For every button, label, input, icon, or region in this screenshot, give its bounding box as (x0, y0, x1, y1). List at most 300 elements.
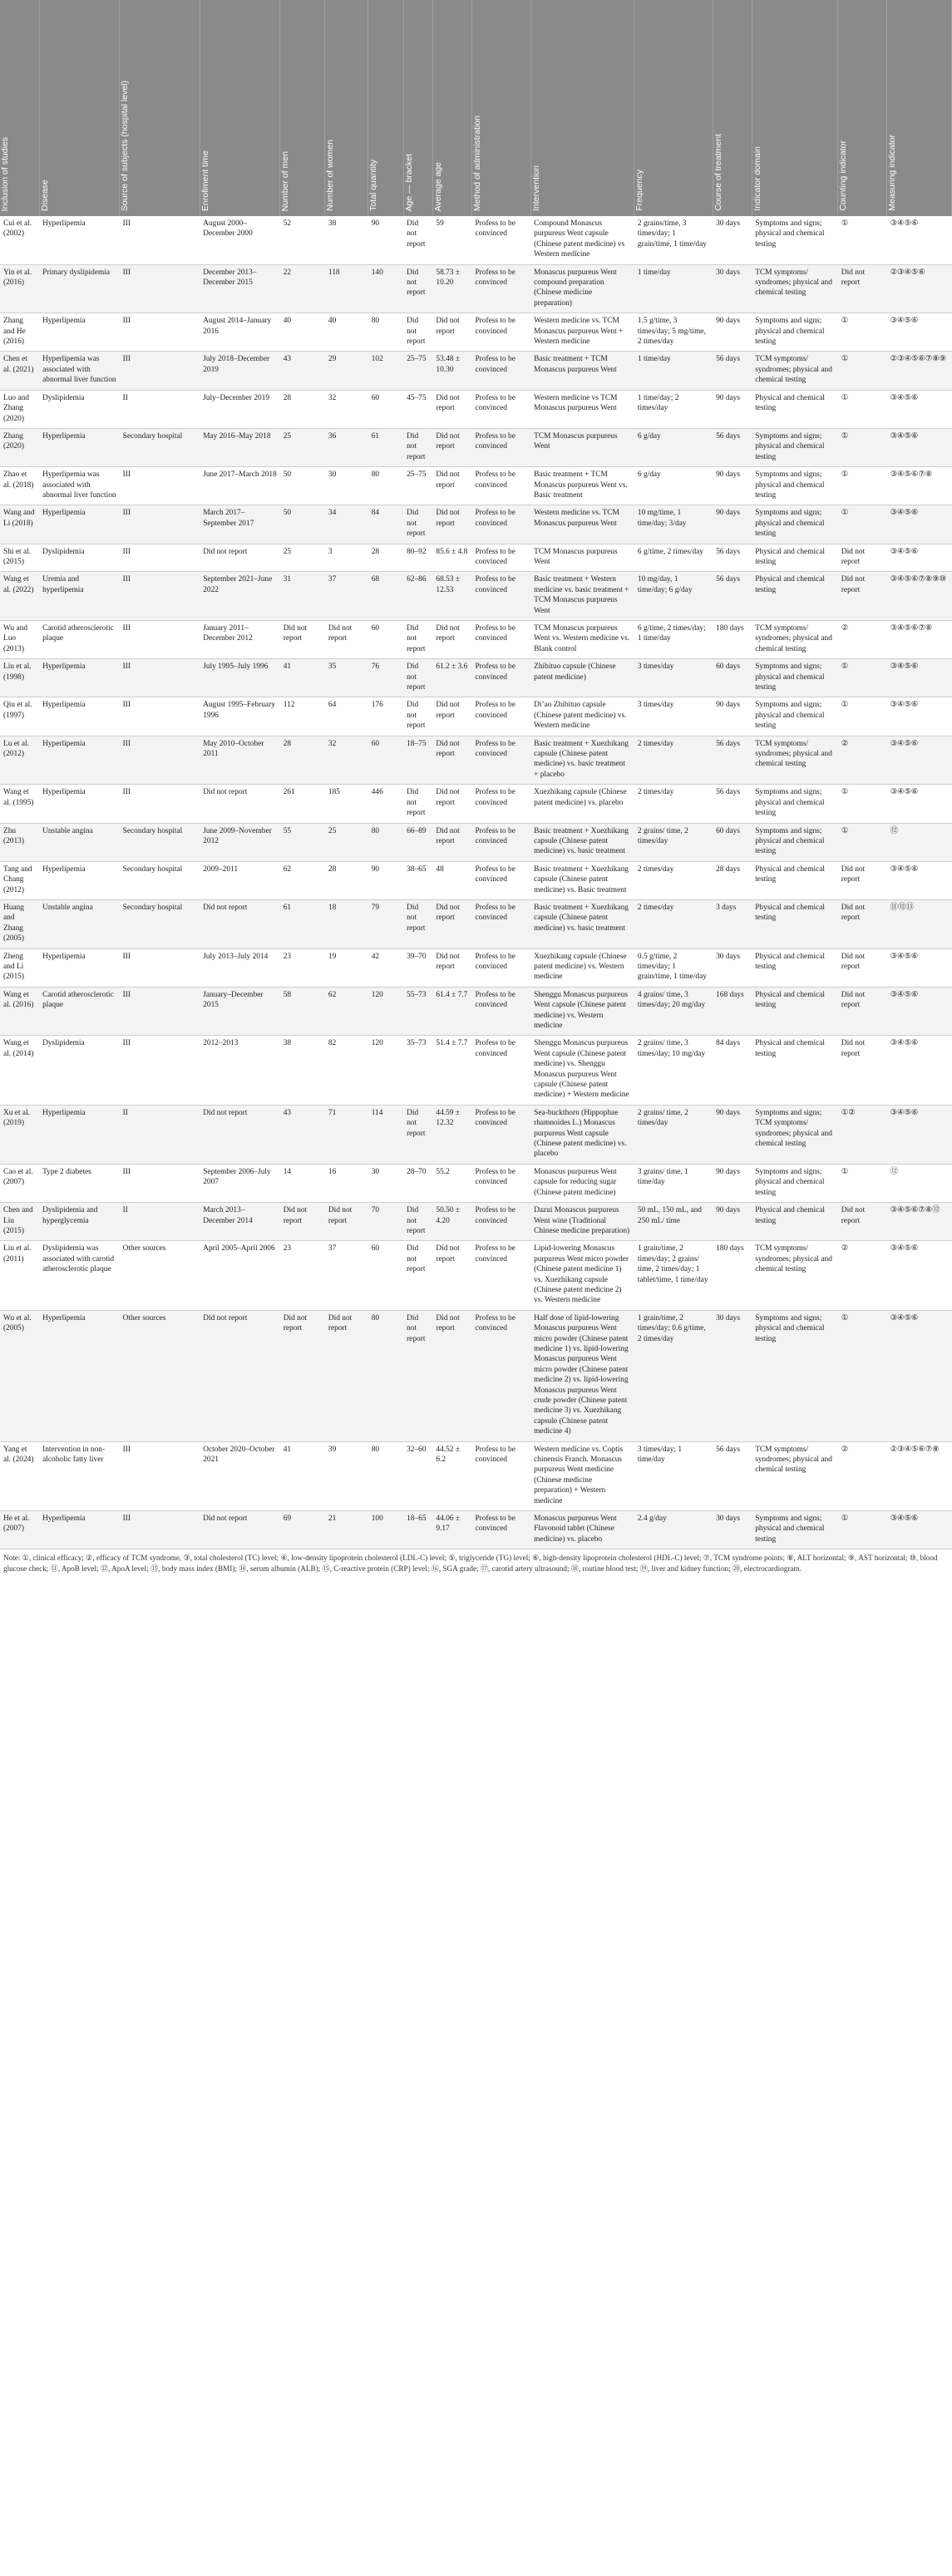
table-cell: Did not report (403, 659, 432, 697)
table-row (0, 1036, 952, 1105)
column-header-label: Course of treatment (713, 134, 723, 211)
table-cell: 14 (280, 1164, 325, 1202)
table-cell: Physical and chemical testing (752, 544, 838, 572)
table-cell: 1 time/day; 2 times/day (634, 390, 713, 428)
table-cell: 23 (280, 1241, 325, 1310)
table-cell: Type 2 diabetes (39, 1164, 120, 1202)
table-cell: ① (838, 505, 887, 544)
table-cell: ③④⑤⑥ (887, 697, 952, 736)
table-cell: 84 (368, 505, 403, 544)
table-cell: Wang et al. (2022) (0, 572, 39, 621)
table-row (0, 352, 952, 390)
table-row (0, 428, 952, 466)
column-header (200, 0, 280, 216)
table-cell: 56 days (713, 352, 752, 390)
table-cell: 446 (368, 785, 403, 823)
table-cell: Profess to be convinced (471, 352, 530, 390)
table-cell: 80 (368, 313, 403, 352)
table-cell: Profess to be convinced (471, 467, 530, 505)
table-cell: ① (838, 467, 887, 505)
table-footnote: Note: ①, clinical efficacy; ②, efficacy of TCM syndrome, ③, total cholesterol (TC) level; ④, low-density lipoprotein cholesterol (LDL-C) level; ⑤, triglyceride (TG) level; ⑥, high-density lipoprotein cholesterol (HDL-C) level; ⑦, TCM syndrome points; ⑧, ALT horizontal; ⑨, AST horizontal; ⑩, blood glucose check; ⑪, ApoB level; ⑫, ApoA level; ⑬, body mass index (BMI); ⑭, serum albumin (ALB); ⑮, C-reactive protein (CRP) level; ⑯, SGA grade; ⑰, carotid artery ultrasound; ⑱, routine blood test; ⑲, liver and kidney function; ⑳, electrocardiogram. (3, 1554, 938, 1573)
table-cell: III (120, 621, 200, 659)
table-cell: 23 (280, 948, 325, 987)
column-header-label: Average age (432, 161, 443, 211)
table-cell: ③④⑤⑥⑦⑧ (887, 467, 952, 505)
column-header (530, 0, 634, 216)
table-cell: 38 (280, 1036, 325, 1105)
table-cell: Profess to be convinced (471, 861, 530, 899)
table-cell: Did not report (838, 264, 887, 313)
table-cell: Hyperlipemia (39, 861, 120, 899)
column-header (325, 0, 368, 216)
table-cell: 32 (325, 390, 368, 428)
table-cell: 50 (280, 467, 325, 505)
table-cell: January–December 2015 (200, 987, 280, 1036)
table-cell: 80–92 (403, 544, 432, 572)
column-header (634, 0, 713, 216)
table-cell: 90 days (713, 697, 752, 736)
table-cell: March 2013–December 2014 (200, 1203, 280, 1241)
table-cell: Profess to be convinced (471, 1241, 530, 1310)
table-cell: 43 (280, 352, 325, 390)
table-cell: Secondary hospital (120, 861, 200, 899)
table-cell: Did not report (432, 428, 471, 466)
table-cell: 56 days (713, 785, 752, 823)
table-cell: 90 days (713, 1164, 752, 1202)
table-cell: July 1995–July 1996 (200, 659, 280, 697)
table-cell: TCM symptoms/ syndromes; physical and chemical testing (752, 1241, 838, 1310)
table-cell: Profess to be convinced (471, 544, 530, 572)
table-cell: 90 days (713, 1105, 752, 1164)
table-cell: 56 days (713, 1441, 752, 1510)
table-cell: Did not report (403, 1310, 432, 1441)
table-header (0, 0, 952, 216)
table-cell: Hyperlipemia (39, 1310, 120, 1441)
table-cell: Profess to be convinced (471, 823, 530, 861)
table-cell: Did not report (838, 1203, 887, 1241)
table-cell: Tang and Chang (2012) (0, 861, 39, 899)
table-cell: TCM Monascus purpureus Went (530, 428, 634, 466)
table-cell: Did not report (200, 1310, 280, 1441)
table-cell: 80 (368, 823, 403, 861)
table-cell: 28 (280, 736, 325, 785)
table-cell: III (120, 697, 200, 736)
table-cell: Did not report (403, 621, 432, 659)
table-cell: 60 (368, 390, 403, 428)
table-cell: 39 (325, 1441, 368, 1510)
table-cell: 90 days (713, 505, 752, 544)
table-cell: 60 (368, 621, 403, 659)
table-cell: Dyslipidemia (39, 544, 120, 572)
table-cell: 56 days (713, 572, 752, 621)
table-cell: Did not report (838, 899, 887, 948)
table-cell: 28 (280, 390, 325, 428)
table-cell: 25–75 (403, 352, 432, 390)
table-cell: Symptoms and signs; physical and chemical testing (752, 1164, 838, 1202)
table-cell: 3 days (713, 899, 752, 948)
table-cell: TCM Monascus purpureus Went (530, 544, 634, 572)
table-row (0, 1105, 952, 1164)
table-cell: Lu et al. (2012) (0, 736, 39, 785)
table-cell: Western medicine vs. TCM Monascus purpureus Went + Western medicine (530, 313, 634, 352)
table-cell: ③④⑤⑥ (887, 1036, 952, 1105)
table-cell: 90 (368, 216, 403, 264)
table-cell: ① (838, 697, 887, 736)
table-cell: Physical and chemical testing (752, 861, 838, 899)
table-cell: Carotid atherosclerotic plaque (39, 621, 120, 659)
table-cell: III (120, 987, 200, 1036)
table-cell: ③④⑤⑥ (887, 659, 952, 697)
table-cell: Xu et al. (2019) (0, 1105, 39, 1164)
table-cell: Basic treatment + Xuezhikang capsule (Chinese patent medicine) vs. Basic treatment (530, 861, 634, 899)
table-cell: ③④⑤⑥⑦⑧⑫ (887, 1203, 952, 1241)
table-cell: 59 (432, 216, 471, 264)
table-cell: Profess to be convinced (471, 390, 530, 428)
table-cell: Did not report (403, 1105, 432, 1164)
table-cell: 25 (325, 823, 368, 861)
table-cell: October 2020–October 2021 (200, 1441, 280, 1510)
table-cell: 51.4 ± 7.7 (432, 1036, 471, 1105)
table-cell: 6 g/time, 2 times/day (634, 544, 713, 572)
table-cell: 61.2 ± 3.6 (432, 659, 471, 697)
table-cell: 16 (325, 1164, 368, 1202)
column-header-label: Inclusion of studies (0, 136, 10, 211)
table-cell: 42 (368, 948, 403, 987)
table-cell: ① (838, 1310, 887, 1441)
table-cell: TCM symptoms/ syndromes; physical and chemical testing (752, 621, 838, 659)
table-cell: Did not report (200, 544, 280, 572)
table-cell: 43 (280, 1105, 325, 1164)
table-row (0, 861, 952, 899)
table-cell: Hyperlipemia was associated with abnormal liver function (39, 467, 120, 505)
table-cell: 6 g/day (634, 428, 713, 466)
table-cell: 2 grains/time, 3 times/day; 1 grain/time, 1 time/day (634, 216, 713, 264)
table-cell: 180 days (713, 621, 752, 659)
table-cell: 66–89 (403, 823, 432, 861)
table-cell: Unstable angina (39, 823, 120, 861)
table-cell: 25–75 (403, 467, 432, 505)
column-header-label: Number of men (280, 150, 291, 211)
table-cell: Wang et al. (2014) (0, 1036, 39, 1105)
table-row (0, 823, 952, 861)
table-cell: Lipid-lowering Monascus purpureus Went micro powder (Chinese patent medicine 1) vs. Xuezhikang capsule (Chinese patent medicine 2) vs. Western medicine (530, 1241, 634, 1310)
table-cell: Hyperlipemia (39, 736, 120, 785)
table-cell: 2 times/day (634, 861, 713, 899)
column-header (0, 0, 39, 216)
column-header-label: Method of administration (471, 116, 482, 211)
table-cell: 168 days (713, 987, 752, 1036)
table-cell: 48 (432, 861, 471, 899)
table-cell: 180 days (713, 1241, 752, 1310)
table-cell: ③④⑤⑥⑦⑧⑨⑩ (887, 572, 952, 621)
table-cell: 71 (325, 1105, 368, 1164)
table-cell: March 2017–September 2017 (200, 505, 280, 544)
table-cell: Wang and Li (2018) (0, 505, 39, 544)
table-cell: 114 (368, 1105, 403, 1164)
table-cell: Xuezhikang capsule (Chinese patent medicine) vs. Western medicine (530, 948, 634, 987)
table-cell: 80 (368, 467, 403, 505)
table-cell: 112 (280, 697, 325, 736)
table-cell: ①② (838, 1105, 887, 1164)
table-cell: Did not report (403, 697, 432, 736)
table-cell: Dyslipidemia (39, 1036, 120, 1105)
table-cell: Physical and chemical testing (752, 1203, 838, 1241)
table-cell: Profess to be convinced (471, 1310, 530, 1441)
table-cell: Hyperlipemia (39, 216, 120, 264)
table-cell: July 2018–December 2019 (200, 352, 280, 390)
table-cell: Hyperlipemia (39, 948, 120, 987)
table-row (0, 390, 952, 428)
table-cell: Chen and Liu (2015) (0, 1203, 39, 1241)
table-cell: 0.5 g/time, 2 times/day; 1 grain/time, 1 time/day (634, 948, 713, 987)
table-cell: 90 days (713, 390, 752, 428)
table-cell: Symptoms and signs; physical and chemical testing (752, 785, 838, 823)
table-cell: Other sources (120, 1241, 200, 1310)
table-cell: 50 mL, 150 mL, and 250 mL/ time (634, 1203, 713, 1241)
table-cell: ② (838, 1441, 887, 1510)
table-cell: 41 (280, 1441, 325, 1510)
table-body (0, 216, 952, 1549)
table-cell: Dyslipidemia (39, 390, 120, 428)
table-cell: Huang and Zhang (2005) (0, 899, 39, 948)
table-cell: ③④⑤⑥ (887, 216, 952, 264)
table-cell: 28 (368, 544, 403, 572)
table-cell: Carotid atherosclerotic plaque (39, 987, 120, 1036)
table-cell: Basic treatment + TCM Monascus purpureus Went (530, 352, 634, 390)
table-cell: 60 (368, 736, 403, 785)
table-row (0, 264, 952, 313)
table-cell: Hyperlipemia (39, 785, 120, 823)
table-cell: ③④⑤⑥ (887, 785, 952, 823)
table-cell: Secondary hospital (120, 823, 200, 861)
table-cell: Did not report (280, 621, 325, 659)
table-cell: May 2016–May 2018 (200, 428, 280, 466)
table-cell: Western medicine vs. Coptis chinensis Franch. Monascus purpureus Went medicine (Chinese medicine preparation) + Western medicine (530, 1441, 634, 1510)
table-cell: 58.73 ± 10.20 (432, 264, 471, 313)
table-cell: 79 (368, 899, 403, 948)
table-cell: 2009–2011 (200, 861, 280, 899)
table-cell: August 2014–January 2016 (200, 313, 280, 352)
table-cell: 76 (368, 659, 403, 697)
table-row (0, 899, 952, 948)
table-cell: III (120, 505, 200, 544)
table-cell: 140 (368, 264, 403, 313)
table-cell: Did not report (403, 1241, 432, 1310)
table-cell: ⑫ (887, 1164, 952, 1202)
table-row (0, 467, 952, 505)
table-cell: Physical and chemical testing (752, 948, 838, 987)
table-cell: Symptoms and signs; physical and chemical testing (752, 216, 838, 264)
table-cell: Did not report (432, 467, 471, 505)
table-cell: 40 (325, 313, 368, 352)
table-cell: Monascus purpureus Went compound preparation (Chinese medicine preparation) (530, 264, 634, 313)
table-cell: Liu et al. (2011) (0, 1241, 39, 1310)
table-cell: ③④⑤⑥ (887, 1241, 952, 1310)
table-cell: ②③④⑤⑥⑦⑧ (887, 1441, 952, 1510)
table-cell: Physical and chemical testing (752, 572, 838, 621)
table-cell: III (120, 352, 200, 390)
table-cell: 261 (280, 785, 325, 823)
table-cell: Did not report (403, 313, 432, 352)
table-cell: 61 (368, 428, 403, 466)
table-cell: ① (838, 390, 887, 428)
table-cell: Hyperlipemia (39, 1511, 120, 1549)
table-cell: TCM symptoms/ syndromes; physical and chemical testing (752, 352, 838, 390)
table-cell: ③④⑤⑥ (887, 1105, 952, 1164)
table-cell: Profess to be convinced (471, 313, 530, 352)
table-cell: Symptoms and signs; physical and chemical testing (752, 1310, 838, 1441)
table-cell: III (120, 216, 200, 264)
table-cell: ③④⑤⑥ (887, 948, 952, 987)
table-row (0, 505, 952, 544)
table-cell: Symptoms and signs; physical and chemical testing (752, 1511, 838, 1549)
table-cell: January 2011–December 2012 (200, 621, 280, 659)
table-cell: 19 (325, 948, 368, 987)
table-cell: ① (838, 428, 887, 466)
table-cell: Western medicine vs. TCM Monascus purpureus Went (530, 505, 634, 544)
table-cell: 70 (368, 1203, 403, 1241)
table-cell: 30 days (713, 216, 752, 264)
table-cell: 2 grains/ time, 2 times/day (634, 1105, 713, 1164)
table-cell: 2 grains/ time, 2 times/day (634, 823, 713, 861)
table-cell: 185 (325, 785, 368, 823)
table-cell: 2 grains/ time, 3 times/day; 10 mg/day (634, 1036, 713, 1105)
table-cell: 28 (325, 861, 368, 899)
table-cell: TCM symptoms/ syndromes; physical and chemical testing (752, 264, 838, 313)
table-cell: Dazui Monascus purpureus Went wine (Traditional Chinese medicine preparation) (530, 1203, 634, 1241)
table-cell: 3 grains/ time, 1 time/day (634, 1164, 713, 1202)
table-cell: III (120, 467, 200, 505)
table-cell: Liu et al. (1998) (0, 659, 39, 697)
table-cell: Wang et al. (1995) (0, 785, 39, 823)
table-cell: ① (838, 1511, 887, 1549)
table-cell: ① (838, 785, 887, 823)
table-row (0, 544, 952, 572)
table-cell: III (120, 1036, 200, 1105)
table-cell: Profess to be convinced (471, 948, 530, 987)
table-cell: Symptoms and signs; TCM symptoms/ syndromes; physical and chemical testing (752, 1105, 838, 1164)
table-cell: Wu et al. (2005) (0, 1310, 39, 1441)
table-cell: 62 (325, 987, 368, 1036)
table-cell: 58 (280, 987, 325, 1036)
table-cell: 28 days (713, 861, 752, 899)
table-cell: Did not report (432, 390, 471, 428)
table-cell: ① (838, 659, 887, 697)
column-header-label: Intervention (530, 165, 541, 211)
table-cell: Yang et al. (2024) (0, 1441, 39, 1510)
table-cell: Did not report (403, 428, 432, 466)
table-cell: Did not report (838, 572, 887, 621)
table-cell: Hyperlipemia (39, 697, 120, 736)
table-cell: Hyperlipemia was associated with abnormal liver function (39, 352, 120, 390)
table-cell: III (120, 1441, 200, 1510)
table-cell: 85.6 ± 4.8 (432, 544, 471, 572)
table-cell: Did not report (280, 1203, 325, 1241)
table-cell: Symptoms and signs; physical and chemical testing (752, 313, 838, 352)
table-cell: 32–60 (403, 1441, 432, 1510)
table-cell: 56 days (713, 428, 752, 466)
table-cell: September 2021–June 2022 (200, 572, 280, 621)
table-cell: Symptoms and signs; physical and chemical testing (752, 428, 838, 466)
table-cell: Did not report (838, 987, 887, 1036)
table-cell: ② (838, 1241, 887, 1310)
table-cell: 1 time/day (634, 264, 713, 313)
table-cell: 68.53 ± 12.53 (432, 572, 471, 621)
table-cell: Monascus purpureus Went Flavonoid tablet (Chinese medicine) vs. placebo (530, 1511, 634, 1549)
table-cell: Physical and chemical testing (752, 899, 838, 948)
table-cell: 2012–2013 (200, 1036, 280, 1105)
table-cell: Did not report (432, 505, 471, 544)
table-cell: 6 g/day (634, 467, 713, 505)
table-cell: Profess to be convinced (471, 987, 530, 1036)
table-cell: Di’ao Zhibituo capsule (Chinese patent medicine) vs. Western medicine (530, 697, 634, 736)
table-cell: Shi et al. (2015) (0, 544, 39, 572)
table-cell: 3 times/day (634, 659, 713, 697)
table-cell: December 2013–December 2015 (200, 264, 280, 313)
column-header-label: Indicator domain (752, 146, 762, 211)
table-cell: 50 (280, 505, 325, 544)
table-cell: 37 (325, 1241, 368, 1310)
table-cell: TCM symptoms/ syndromes; physical and chemical testing (752, 1441, 838, 1510)
table-cell: Did not report (432, 899, 471, 948)
column-header-label: Disease (39, 180, 50, 211)
table-cell: 56 days (713, 736, 752, 785)
table-cell: 38–65 (403, 861, 432, 899)
table-cell: Did not report (432, 736, 471, 785)
table-cell: Profess to be convinced (471, 1511, 530, 1549)
table-cell: 90 days (713, 1203, 752, 1241)
table-cell: 21 (325, 1511, 368, 1549)
table-cell: ③④⑤⑥ (887, 1511, 952, 1549)
table-cell: 36 (325, 428, 368, 466)
table-cell: III (120, 264, 200, 313)
column-header (280, 0, 325, 216)
table-cell: ③④⑤⑥ (887, 313, 952, 352)
column-header-label: Measuring indicator (887, 135, 898, 211)
table-cell: Symptoms and signs; physical and chemical testing (752, 505, 838, 544)
table-cell: 3 times/day; 1 time/day (634, 1441, 713, 1510)
table-cell: ③④⑤⑥ (887, 987, 952, 1036)
table-cell: Cao et al. (2007) (0, 1164, 39, 1202)
table-row (0, 313, 952, 352)
table-cell: Did not report (432, 313, 471, 352)
table-cell: Did not report (432, 1310, 471, 1441)
table-cell: 56 days (713, 544, 752, 572)
table-cell: Secondary hospital (120, 428, 200, 466)
table-cell: Intervention in non-alcoholic fatty liver (39, 1441, 120, 1510)
table-cell: ③④⑤⑥ (887, 428, 952, 466)
table-cell: ⑫ (887, 823, 952, 861)
table-cell: 60 days (713, 659, 752, 697)
table-cell: 52 (280, 216, 325, 264)
table-cell: Zhang and He (2016) (0, 313, 39, 352)
table-cell: 68 (368, 572, 403, 621)
table-cell: Did not report (432, 1241, 471, 1310)
table-cell: 35 (325, 659, 368, 697)
table-cell: Profess to be convinced (471, 505, 530, 544)
table-cell: Sea-buckthorn (Hippophae rhamnoides L.) Monascus purpureus Went capsule (Chinese patent medicine) vs. placebo (530, 1105, 634, 1164)
table-cell: 118 (325, 264, 368, 313)
table-cell: Primary dyslipidemia (39, 264, 120, 313)
table-cell: Symptoms and signs; physical and chemical testing (752, 697, 838, 736)
table-cell: Hyperlipemia (39, 313, 120, 352)
column-header (39, 0, 120, 216)
table-cell: 176 (368, 697, 403, 736)
table-cell: ① (838, 313, 887, 352)
table-cell: Did not report (432, 697, 471, 736)
table-row (0, 1511, 952, 1549)
table-cell: Did not report (403, 505, 432, 544)
